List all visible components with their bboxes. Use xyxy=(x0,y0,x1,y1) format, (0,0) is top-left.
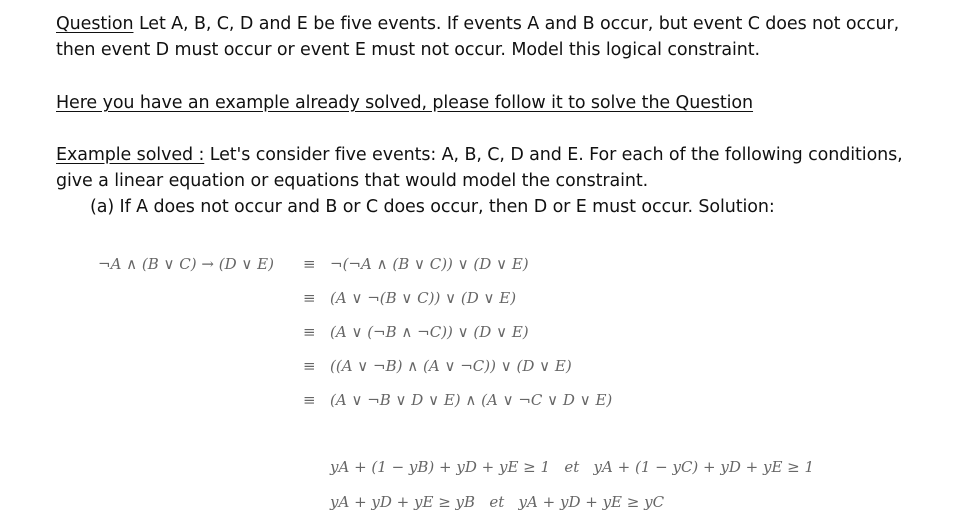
equivalence-sign: ≡ xyxy=(303,391,316,409)
derivation-step: ((A ∨ ¬B) ∧ (A ∨ ¬C)) ∨ (D ∨ E) xyxy=(330,357,572,375)
example-text: Let's consider five events: A, B, C, D and E. For each of the following conditions, give a linear equation or equations that would model the constraint. xyxy=(56,145,903,191)
example-label: Example solved : xyxy=(56,145,205,165)
example-paragraph xyxy=(56,142,936,194)
linear-inequality: yA + (1 − yB) + yD + yE ≥ 1 et yA + (1 − yC) + yD + yE ≥ 1 xyxy=(330,458,815,476)
equivalence-sign: ≡ xyxy=(303,289,316,307)
equivalence-sign: ≡ xyxy=(303,357,316,375)
question-label: Question xyxy=(56,14,134,34)
derivation-step: (A ∨ (¬B ∧ ¬C)) ∨ (D ∨ E) xyxy=(330,323,529,341)
question-text: Let A, B, C, D and E be five events. If events A and B occur, but event C does not occur, then event D must occur or event E must not occur. Model this logical constraint. xyxy=(56,14,900,60)
equivalence-sign: ≡ xyxy=(303,323,316,341)
equivalence-sign: ≡ xyxy=(303,255,316,273)
example-item-a: (a) If A does not occur and B or C does occur, then D or E must occur. Solution: xyxy=(90,197,775,217)
question-paragraph xyxy=(56,11,936,63)
derivation-step: (A ∨ ¬(B ∨ C)) ∨ (D ∨ E) xyxy=(330,289,517,307)
instruction-text: Here you have an example already solved, please follow it to solve the Question xyxy=(56,93,754,113)
derivation-step: (A ∨ ¬B ∨ D ∨ E) ∧ (A ∨ ¬C ∨ D ∨ E) xyxy=(330,391,613,409)
derivation-lhs: ¬A ∧ (B ∨ C) → (D ∨ E) xyxy=(98,255,274,273)
linear-inequality: yA + yD + yE ≥ yB et yA + yD + yE ≥ yC xyxy=(330,493,665,511)
instruction-line xyxy=(56,90,936,116)
derivation-step: ¬(¬A ∧ (B ∨ C)) ∨ (D ∨ E) xyxy=(330,255,529,273)
